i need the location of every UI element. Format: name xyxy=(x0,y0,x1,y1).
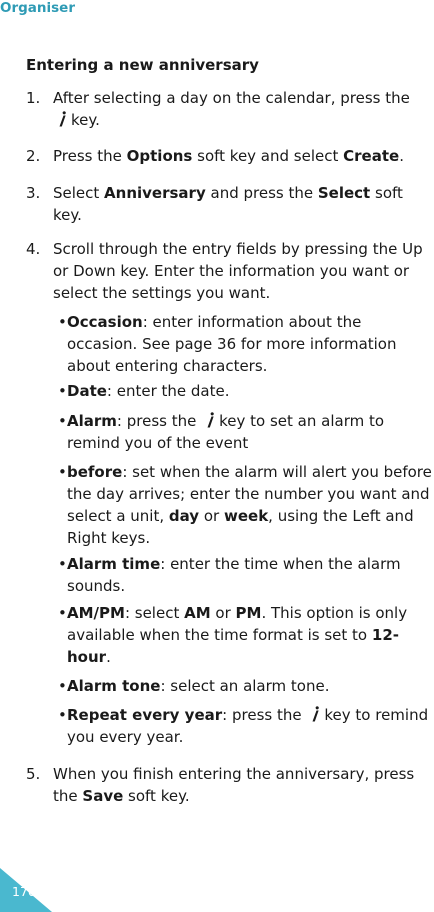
bullet-label: Alarm tone xyxy=(67,677,161,695)
info-key-icon xyxy=(308,705,322,723)
section-title: Entering a new anniversary xyxy=(26,56,259,74)
step-3 xyxy=(26,182,434,226)
bullet-dot: • xyxy=(58,463,67,481)
unit-week-label: week xyxy=(223,507,269,525)
step-number: 4. xyxy=(26,240,41,258)
bullet-dot: • xyxy=(58,604,67,622)
bullet-dot: • xyxy=(58,382,67,400)
bullet-dot: • xyxy=(58,313,67,331)
bullet-label: Alarm time xyxy=(67,555,161,573)
bullet-text: : select xyxy=(124,604,185,622)
bullet-alarm xyxy=(58,410,434,454)
options-softkey-label: Options xyxy=(126,147,193,165)
step-4 xyxy=(26,238,434,304)
create-option-label: Create xyxy=(343,147,400,165)
select-softkey-label: Select xyxy=(317,184,371,202)
bullet-text: : set when the alarm will alert you before the day arrives; enter the number you want and select a unit, xyxy=(67,463,432,525)
step-text: and press the xyxy=(205,184,318,202)
info-key-icon xyxy=(55,110,69,128)
bullet-text: : enter the time when the alarm sounds. xyxy=(67,555,401,595)
bullet-text: key to remind you every year. xyxy=(67,706,429,746)
step-text: Press the xyxy=(53,147,127,165)
step-number: 2. xyxy=(26,147,41,165)
bullet-dot: • xyxy=(58,706,67,724)
section-header: Organiser xyxy=(0,0,75,16)
bullet-before xyxy=(58,461,434,549)
step-text: . xyxy=(399,147,404,165)
am-label: AM xyxy=(184,604,211,622)
save-softkey-label: Save xyxy=(82,787,124,805)
bullet-text: : press the xyxy=(116,412,197,430)
bullet-label: before xyxy=(67,463,123,481)
step-2 xyxy=(26,145,434,167)
step-text: soft key. xyxy=(53,184,403,224)
step-number: 1. xyxy=(26,89,41,107)
bullet-dot: • xyxy=(58,555,67,573)
pm-label: PM xyxy=(235,604,262,622)
bullet-repeat-every-year xyxy=(58,704,434,748)
bullet-dot: • xyxy=(58,677,67,695)
info-key-icon xyxy=(203,411,217,429)
bullet-label: AM/PM xyxy=(67,604,125,622)
bullet-date xyxy=(58,380,434,402)
bullet-text: : enter the date. xyxy=(106,382,230,400)
bullet-am-pm xyxy=(58,602,434,668)
bullet-text: key to set an alarm to remind you of the event xyxy=(67,412,385,452)
bullet-text: or xyxy=(199,507,224,525)
bullet-text: . xyxy=(106,648,111,666)
unit-day-label: day xyxy=(168,507,200,525)
step-5 xyxy=(26,763,434,807)
bullet-text: or xyxy=(210,604,236,622)
step-text: Scroll through the entry fields by pressing the Up or Down key. Enter the information you want or select the settings you want. xyxy=(53,240,423,302)
step-number: 5. xyxy=(26,765,41,783)
bullet-text: , using the Left and Right keys. xyxy=(67,507,414,547)
step-text: key. xyxy=(71,111,100,129)
bullet-occasion xyxy=(58,311,434,377)
anniversary-option-label: Anniversary xyxy=(104,184,206,202)
page-number: 170 xyxy=(12,884,36,899)
bullet-label: Repeat every year xyxy=(67,706,223,724)
bullet-alarm-time xyxy=(58,553,434,597)
step-text: Select xyxy=(53,184,105,202)
step-text: After selecting a day on the calendar, press the xyxy=(53,89,410,107)
bullet-label: Date xyxy=(67,382,107,400)
bullet-text: : enter information about the occasion. See page 36 for more information about entering characters. xyxy=(67,313,397,375)
bullet-text: : press the xyxy=(222,706,302,724)
bullet-label: Alarm xyxy=(67,412,117,430)
bullet-label: Occasion xyxy=(67,313,143,331)
step-text: When you finish entering the anniversary, press the xyxy=(53,765,415,805)
bullet-text: : select an alarm tone. xyxy=(160,677,330,695)
bullet-text: . This option is only available when the time format is set to xyxy=(67,604,408,644)
bullet-alarm-tone xyxy=(58,675,434,697)
step-text: soft key. xyxy=(123,787,190,805)
bullet-dot: • xyxy=(58,412,67,430)
step-1 xyxy=(26,87,434,131)
time-format-label: 12-hour xyxy=(67,626,399,666)
step-text: soft key and select xyxy=(192,147,344,165)
step-number: 3. xyxy=(26,184,41,202)
